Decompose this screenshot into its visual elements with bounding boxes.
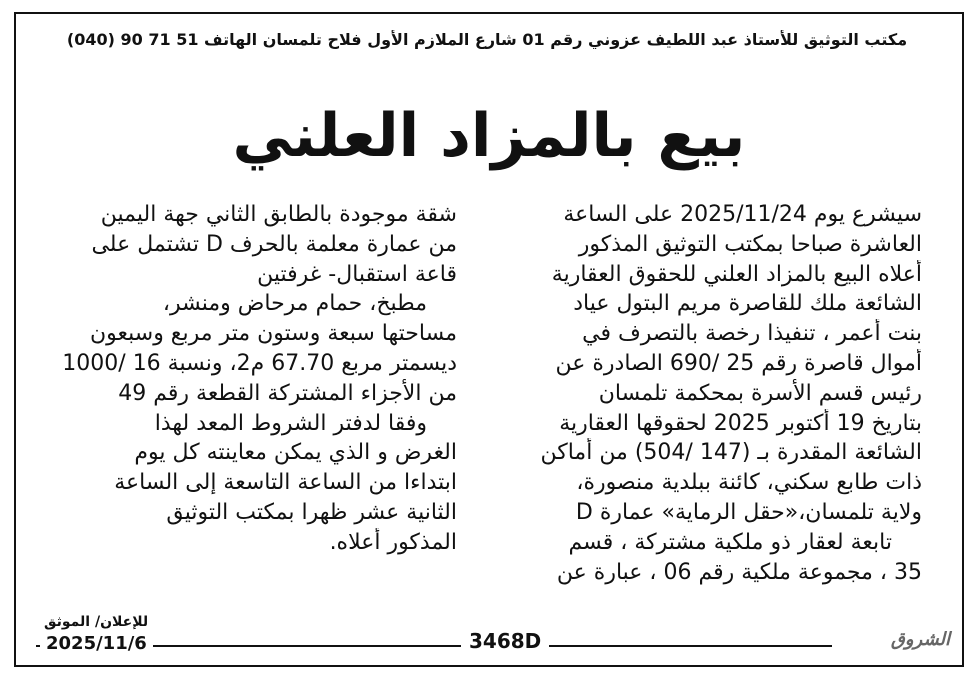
notice-footer	[16, 625, 962, 665]
notice-line: الشائعة المقدرة بـ (147 /504) من أماكن	[540, 440, 922, 466]
notice-line: ديسمتر مربع 67.70 م2، ونسبة 16 /1000	[62, 350, 457, 376]
notice-line: شقة موجودة بالطابق الثاني جهة اليمين	[100, 202, 457, 227]
issue-date: 2025/11/6	[40, 633, 153, 654]
notice-line: ذات طابع سكني، كائنة ببلدية منصورة،	[576, 470, 922, 496]
signature-label: للإعلان/ الموثق	[44, 614, 149, 630]
notice-line: قاعة استقبال- غرفتين	[257, 261, 457, 287]
footer-divider	[36, 645, 832, 647]
notice-line: الشائعة ملك للقاصرة مريم البتول عياد	[573, 291, 922, 317]
notice-line: الثانية عشر ظهرا بمكتب التوثيق	[166, 499, 457, 525]
notice-line: وفقا لدفتر الشروط المعد لهذا	[154, 410, 427, 436]
notice-line: ابتداءا من الساعة التاسعة إلى الساعة	[114, 470, 457, 496]
notice-frame	[14, 12, 964, 667]
notice-line: العاشرة صباحا بمكتب التوثيق المذكور	[578, 231, 922, 257]
office-header: مكتب التوثيق للأستاذ عبد اللطيف عزوني رقم 01 شارع الملازم الأول فلاح تلمسان الهاتف 51 71 90 (040)	[66, 30, 908, 49]
notice-line: سيشرع يوم 2025/11/24 على الساعة	[563, 202, 922, 227]
notice-column-left	[32, 200, 457, 558]
notice-line: بنت أعمر ، تنفيذا رخصة بالتصرف في	[582, 321, 922, 347]
notice-line: من الأجزاء المشتركة القطعة رقم 49	[118, 380, 457, 406]
notice-line: أموال قاصرة رقم 25 /690 الصادرة عن	[555, 350, 922, 376]
notice-line: ولاية تلمسان،«حقل الرماية» عمارة D	[575, 499, 922, 525]
notice-column-right	[502, 200, 922, 587]
notice-line: من عمارة معلمة بالحرف D تشتمل على	[91, 231, 457, 257]
notice-line: مطبخ، حمام مرحاض ومنشر،	[162, 291, 427, 317]
notice-line: أعلاه البيع بالمزاد العلني للحقوق العقارية	[551, 261, 922, 287]
notice-line: المذكور أعلاه.	[329, 529, 457, 555]
reference-code: 3468D	[461, 629, 549, 653]
notice-line: تابعة لعقار ذو ملكية مشتركة ، قسم	[568, 529, 892, 555]
notice-line: رئيس قسم الأسرة بمحكمة تلمسان	[598, 380, 922, 406]
newspaper-logo: الشروق	[890, 629, 950, 650]
notice-line: بتاريخ 19 أكتوبر 2025 لحقوقها العقارية	[559, 410, 922, 436]
notice-line: الغرض و الذي يمكن معاينته كل يوم	[134, 440, 457, 466]
notice-line: مساحتها سبعة وستون متر مربع وسبعون	[89, 321, 457, 347]
notice-title: بيع بالمزاد العلني	[232, 101, 746, 171]
notice-line: 35 ، مجموعة ملكية رقم 06 ، عبارة عن	[556, 559, 922, 585]
